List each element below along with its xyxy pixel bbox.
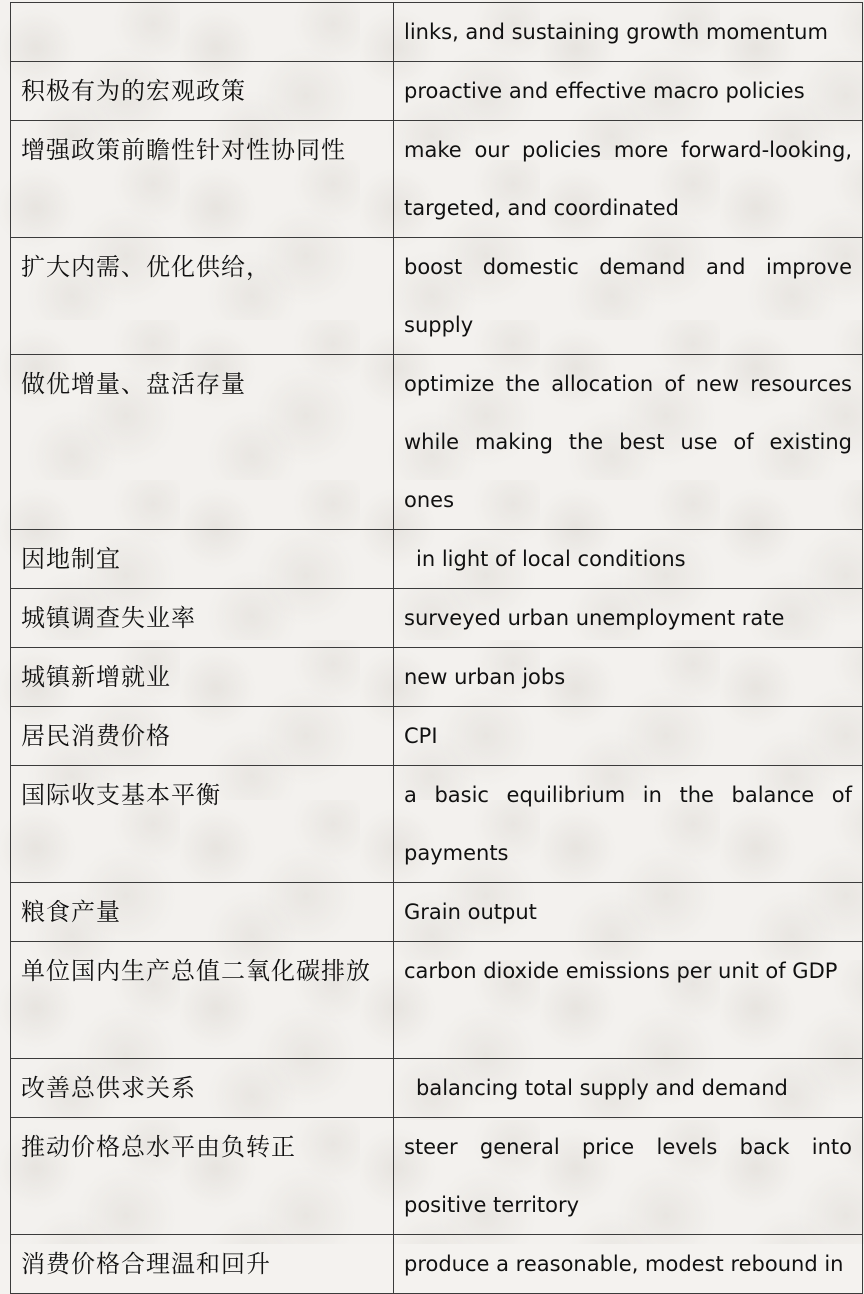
- english-translation: produce a reasonable, modest rebound in: [394, 1235, 863, 1294]
- table-row: [11, 62, 863, 121]
- english-translation: carbon dioxide emissions per unit of GDP: [394, 942, 863, 1059]
- table-row: [11, 589, 863, 648]
- english-translation: boost domestic demand and improve supply: [394, 238, 863, 355]
- chinese-term: 积极有为的宏观政策: [11, 62, 394, 121]
- chinese-term: 城镇新增就业: [11, 648, 394, 707]
- table-row: [11, 1118, 863, 1235]
- chinese-term: 城镇调查失业率: [11, 589, 394, 648]
- english-translation: CPI: [394, 707, 863, 766]
- chinese-term: 国际收支基本平衡: [11, 766, 394, 883]
- chinese-term: 因地制宜: [11, 530, 394, 589]
- chinese-term: 推动价格总水平由负转正: [11, 1118, 394, 1235]
- table-row: [11, 707, 863, 766]
- chinese-term: 居民消费价格: [11, 707, 394, 766]
- table-row: [11, 883, 863, 942]
- english-translation: proactive and effective macro policies: [394, 62, 863, 121]
- table-row: [11, 121, 863, 238]
- table-row: [11, 238, 863, 355]
- english-translation: steer general price levels back into positive territory: [394, 1118, 863, 1235]
- chinese-term: 扩大内需、优化供给，: [11, 238, 394, 355]
- chinese-term: [11, 3, 394, 62]
- glossary-table: [10, 2, 863, 1294]
- english-translation: in light of local conditions: [394, 530, 863, 589]
- chinese-term: 粮食产量: [11, 883, 394, 942]
- table-row: [11, 530, 863, 589]
- english-translation: make our policies more forward-looking, targeted, and coordinated: [394, 121, 863, 238]
- table-row: [11, 355, 863, 530]
- table-row: [11, 1235, 863, 1294]
- english-translation: balancing total supply and demand: [394, 1059, 863, 1118]
- english-translation: new urban jobs: [394, 648, 863, 707]
- chinese-term: 单位国内生产总值二氧化碳排放: [11, 942, 394, 1059]
- chinese-term: 改善总供求关系: [11, 1059, 394, 1118]
- chinese-term: 增强政策前瞻性针对性协同性: [11, 121, 394, 238]
- english-translation: optimize the allocation of new resources while making the best use of existing ones: [394, 355, 863, 530]
- table-row: [11, 942, 863, 1059]
- english-translation: links, and sustaining growth momentum: [394, 3, 863, 62]
- english-translation: a basic equilibrium in the balance of payments: [394, 766, 863, 883]
- english-translation: Grain output: [394, 883, 863, 942]
- table-row: [11, 3, 863, 62]
- table-row: [11, 766, 863, 883]
- table-row: [11, 648, 863, 707]
- chinese-term: 做优增量、盘活存量: [11, 355, 394, 530]
- table-row: [11, 1059, 863, 1118]
- chinese-term: 消费价格合理温和回升: [11, 1235, 394, 1294]
- english-translation: surveyed urban unemployment rate: [394, 589, 863, 648]
